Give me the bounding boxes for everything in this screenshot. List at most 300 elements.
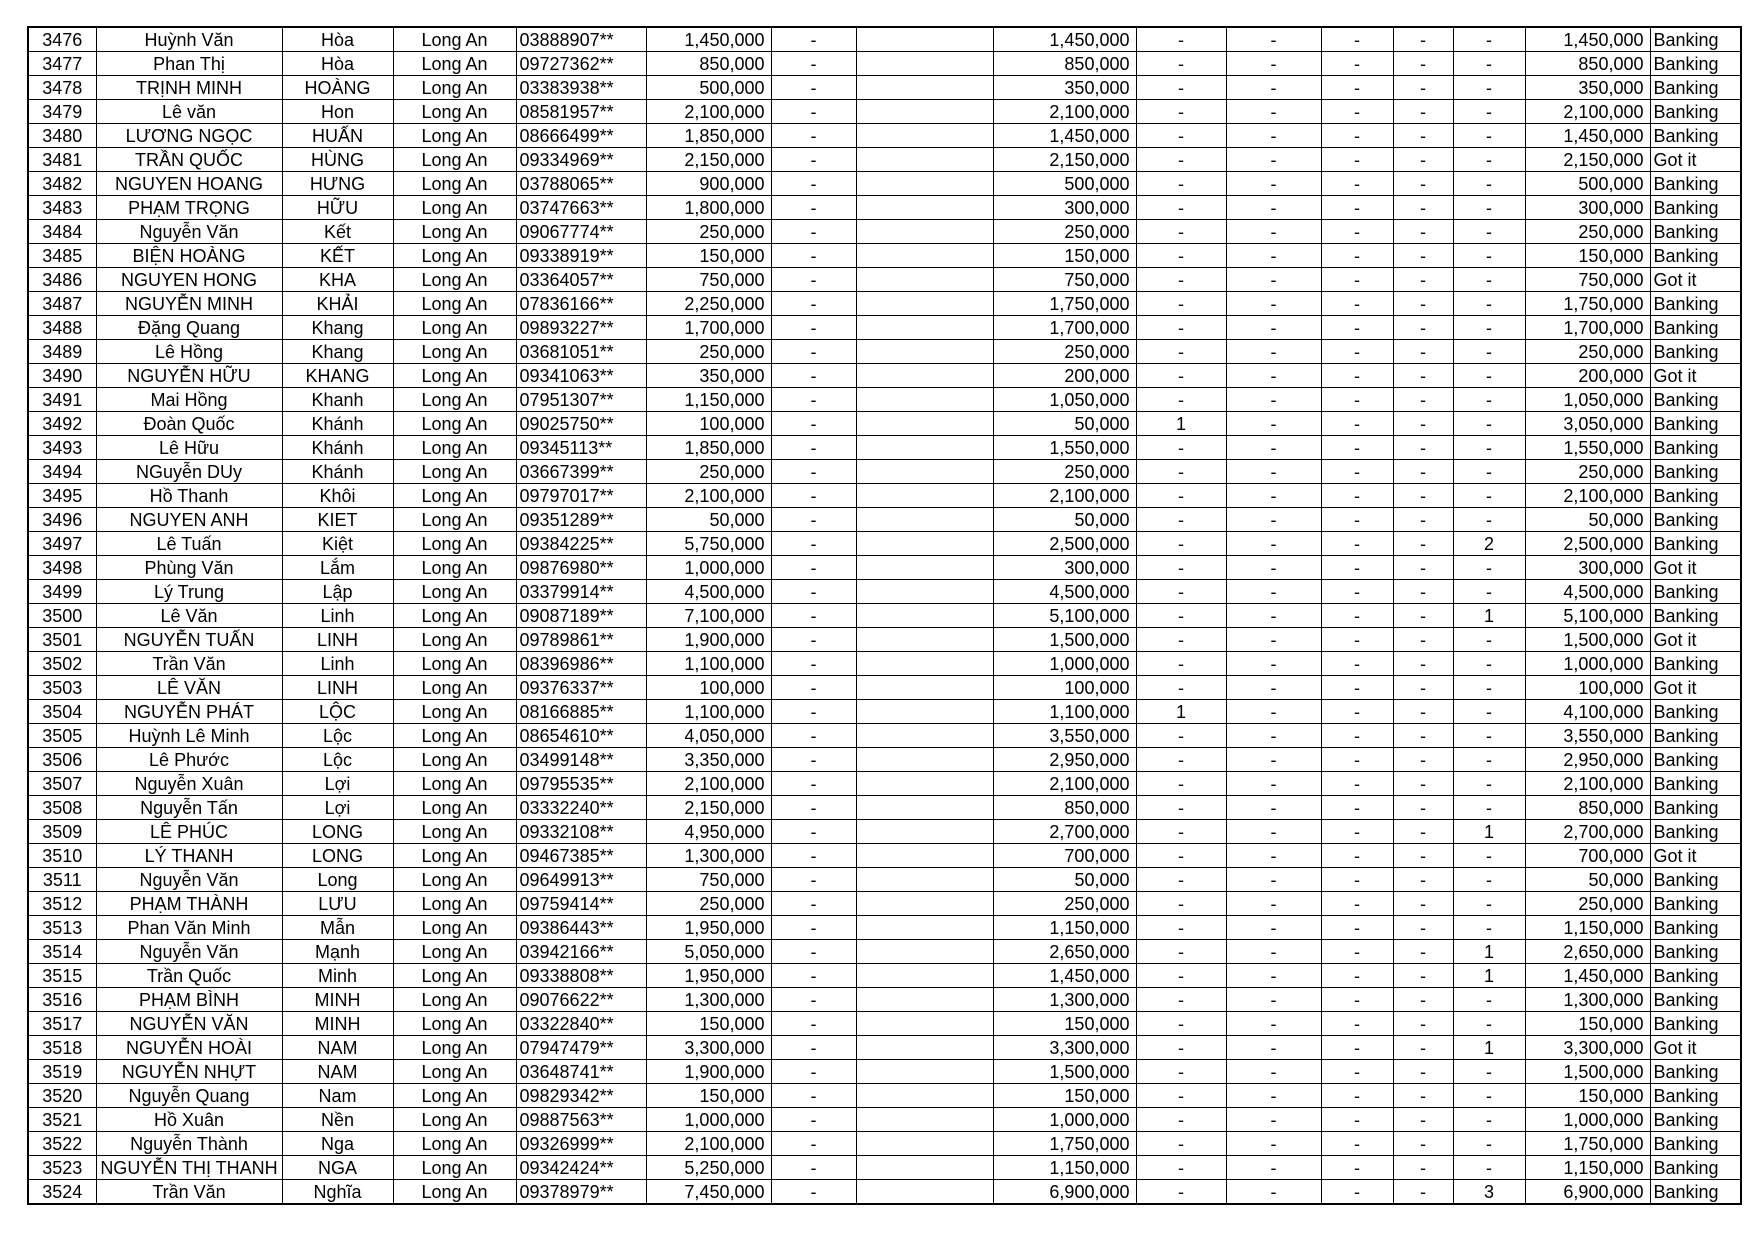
amount-2-cell: 2,100,000 xyxy=(993,772,1136,796)
payment-method-cell: Banking xyxy=(1650,460,1741,484)
amount-2-cell: 4,500,000 xyxy=(993,580,1136,604)
col-dash-1-cell: - xyxy=(771,724,856,748)
col-dash-4-cell: - xyxy=(1393,148,1453,172)
count-2-cell: - xyxy=(1453,1156,1525,1180)
total-amount-cell: 1,000,000 xyxy=(1525,1108,1650,1132)
last-name-cell: HỮU xyxy=(282,196,393,220)
province-cell: Long An xyxy=(393,268,516,292)
col-dash-4-cell: - xyxy=(1393,1156,1453,1180)
count-1-cell: - xyxy=(1136,1132,1226,1156)
count-1-cell: - xyxy=(1136,316,1226,340)
col-dash-4-cell: - xyxy=(1393,364,1453,388)
col-empty-cell xyxy=(856,844,993,868)
col-dash-4-cell: - xyxy=(1393,196,1453,220)
phone-cell: 03681051** xyxy=(516,340,646,364)
col-empty-cell xyxy=(856,508,993,532)
col-empty-cell xyxy=(856,484,993,508)
count-2-cell: - xyxy=(1453,196,1525,220)
total-amount-cell: 1,450,000 xyxy=(1525,124,1650,148)
first-name-cell: PHẠM TRỌNG xyxy=(96,196,282,220)
amount-2-cell: 1,450,000 xyxy=(993,27,1136,52)
total-amount-cell: 100,000 xyxy=(1525,676,1650,700)
col-dash-3-cell: - xyxy=(1321,892,1393,916)
total-amount-cell: 4,100,000 xyxy=(1525,700,1650,724)
first-name-cell: NGUYỄN MINH xyxy=(96,292,282,316)
first-name-cell: LÝ THANH xyxy=(96,844,282,868)
payment-method-cell: Banking xyxy=(1650,388,1741,412)
col-dash-3-cell: - xyxy=(1321,172,1393,196)
first-name-cell: NGUYỄN HOÀI xyxy=(96,1036,282,1060)
amount-1-cell: 1,950,000 xyxy=(646,964,771,988)
col-dash-4-cell: - xyxy=(1393,652,1453,676)
col-dash-4-cell: - xyxy=(1393,508,1453,532)
table-row xyxy=(28,748,1741,772)
count-2-cell: - xyxy=(1453,844,1525,868)
row-number-cell: 3511 xyxy=(28,868,96,892)
first-name-cell: Lê Tuấn xyxy=(96,532,282,556)
first-name-cell: Nguyễn Văn xyxy=(96,940,282,964)
phone-cell: 03788065** xyxy=(516,172,646,196)
table-row xyxy=(28,1036,1741,1060)
province-cell: Long An xyxy=(393,220,516,244)
col-empty-cell xyxy=(856,796,993,820)
payment-method-cell: Banking xyxy=(1650,652,1741,676)
last-name-cell: Khang xyxy=(282,316,393,340)
province-cell: Long An xyxy=(393,1132,516,1156)
col-dash-2-cell: - xyxy=(1226,292,1321,316)
col-dash-4-cell: - xyxy=(1393,940,1453,964)
col-dash-3-cell: - xyxy=(1321,508,1393,532)
count-1-cell: - xyxy=(1136,988,1226,1012)
total-amount-cell: 150,000 xyxy=(1525,244,1650,268)
payment-method-cell: Banking xyxy=(1650,1132,1741,1156)
col-empty-cell xyxy=(856,748,993,772)
total-amount-cell: 3,550,000 xyxy=(1525,724,1650,748)
table-row xyxy=(28,772,1741,796)
row-number-cell: 3521 xyxy=(28,1108,96,1132)
count-2-cell: - xyxy=(1453,412,1525,436)
table-row xyxy=(28,604,1741,628)
col-dash-4-cell: - xyxy=(1393,220,1453,244)
payment-method-cell: Banking xyxy=(1650,508,1741,532)
table-row xyxy=(28,100,1741,124)
total-amount-cell: 1,150,000 xyxy=(1525,916,1650,940)
total-amount-cell: 1,500,000 xyxy=(1525,1060,1650,1084)
col-dash-4-cell: - xyxy=(1393,1180,1453,1205)
count-1-cell: 1 xyxy=(1136,700,1226,724)
phone-cell: 03747663** xyxy=(516,196,646,220)
col-dash-2-cell: - xyxy=(1226,1132,1321,1156)
payment-method-cell: Got it xyxy=(1650,844,1741,868)
col-dash-3-cell: - xyxy=(1321,940,1393,964)
col-dash-3-cell: - xyxy=(1321,748,1393,772)
last-name-cell: Lợi xyxy=(282,796,393,820)
col-dash-2-cell: - xyxy=(1226,652,1321,676)
province-cell: Long An xyxy=(393,508,516,532)
amount-2-cell: 1,750,000 xyxy=(993,1132,1136,1156)
count-1-cell: - xyxy=(1136,628,1226,652)
count-1-cell: - xyxy=(1136,1036,1226,1060)
col-empty-cell xyxy=(856,100,993,124)
province-cell: Long An xyxy=(393,580,516,604)
first-name-cell: Nguyễn Tấn xyxy=(96,796,282,820)
col-dash-4-cell: - xyxy=(1393,292,1453,316)
col-dash-4-cell: - xyxy=(1393,916,1453,940)
count-1-cell: - xyxy=(1136,364,1226,388)
col-empty-cell xyxy=(856,1156,993,1180)
phone-cell: 09345113** xyxy=(516,436,646,460)
phone-cell: 03942166** xyxy=(516,940,646,964)
col-dash-3-cell: - xyxy=(1321,964,1393,988)
col-dash-4-cell: - xyxy=(1393,1108,1453,1132)
province-cell: Long An xyxy=(393,364,516,388)
phone-cell: 09467385** xyxy=(516,844,646,868)
col-dash-4-cell: - xyxy=(1393,436,1453,460)
amount-2-cell: 50,000 xyxy=(993,508,1136,532)
col-dash-1-cell: - xyxy=(771,100,856,124)
col-dash-4-cell: - xyxy=(1393,892,1453,916)
table-row xyxy=(28,388,1741,412)
count-2-cell: - xyxy=(1453,892,1525,916)
count-2-cell: - xyxy=(1453,1132,1525,1156)
total-amount-cell: 250,000 xyxy=(1525,460,1650,484)
payment-method-cell: Got it xyxy=(1650,364,1741,388)
count-2-cell: - xyxy=(1453,748,1525,772)
last-name-cell: Khôi xyxy=(282,484,393,508)
first-name-cell: TRỊNH MINH xyxy=(96,76,282,100)
last-name-cell: Kiệt xyxy=(282,532,393,556)
col-empty-cell xyxy=(856,220,993,244)
table-row xyxy=(28,796,1741,820)
col-dash-2-cell: - xyxy=(1226,1036,1321,1060)
col-dash-1-cell: - xyxy=(771,628,856,652)
amount-2-cell: 1,300,000 xyxy=(993,988,1136,1012)
total-amount-cell: 2,950,000 xyxy=(1525,748,1650,772)
amount-2-cell: 3,300,000 xyxy=(993,1036,1136,1060)
payment-method-cell: Banking xyxy=(1650,772,1741,796)
amount-1-cell: 4,950,000 xyxy=(646,820,771,844)
row-number-cell: 3510 xyxy=(28,844,96,868)
amount-2-cell: 1,150,000 xyxy=(993,1156,1136,1180)
col-dash-4-cell: - xyxy=(1393,796,1453,820)
col-empty-cell xyxy=(856,1108,993,1132)
count-1-cell: - xyxy=(1136,148,1226,172)
col-dash-1-cell: - xyxy=(771,340,856,364)
col-empty-cell xyxy=(856,1132,993,1156)
payment-method-cell: Banking xyxy=(1650,196,1741,220)
col-dash-3-cell: - xyxy=(1321,292,1393,316)
amount-1-cell: 5,250,000 xyxy=(646,1156,771,1180)
province-cell: Long An xyxy=(393,292,516,316)
payment-method-cell: Got it xyxy=(1650,556,1741,580)
phone-cell: 03648741** xyxy=(516,1060,646,1084)
amount-2-cell: 700,000 xyxy=(993,844,1136,868)
col-empty-cell xyxy=(856,436,993,460)
col-dash-4-cell: - xyxy=(1393,388,1453,412)
row-number-cell: 3512 xyxy=(28,892,96,916)
phone-cell: 08666499** xyxy=(516,124,646,148)
table-row xyxy=(28,892,1741,916)
province-cell: Long An xyxy=(393,484,516,508)
total-amount-cell: 200,000 xyxy=(1525,364,1650,388)
count-2-cell: - xyxy=(1453,676,1525,700)
phone-cell: 09342424** xyxy=(516,1156,646,1180)
col-dash-2-cell: - xyxy=(1226,1156,1321,1180)
row-number-cell: 3506 xyxy=(28,748,96,772)
col-dash-4-cell: - xyxy=(1393,268,1453,292)
col-dash-3-cell: - xyxy=(1321,1108,1393,1132)
table-row xyxy=(28,76,1741,100)
count-2-cell: 1 xyxy=(1453,604,1525,628)
province-cell: Long An xyxy=(393,172,516,196)
table-row xyxy=(28,676,1741,700)
count-1-cell: - xyxy=(1136,268,1226,292)
payment-method-cell: Banking xyxy=(1650,484,1741,508)
row-number-cell: 3519 xyxy=(28,1060,96,1084)
col-dash-2-cell: - xyxy=(1226,124,1321,148)
count-2-cell: - xyxy=(1453,796,1525,820)
col-dash-3-cell: - xyxy=(1321,628,1393,652)
payment-method-cell: Banking xyxy=(1650,724,1741,748)
amount-1-cell: 1,900,000 xyxy=(646,628,771,652)
table-row xyxy=(28,172,1741,196)
count-1-cell: - xyxy=(1136,436,1226,460)
province-cell: Long An xyxy=(393,676,516,700)
count-2-cell: 1 xyxy=(1453,1036,1525,1060)
phone-cell: 03379914** xyxy=(516,580,646,604)
col-dash-2-cell: - xyxy=(1226,412,1321,436)
col-dash-3-cell: - xyxy=(1321,868,1393,892)
count-1-cell: - xyxy=(1136,1108,1226,1132)
table-row xyxy=(28,964,1741,988)
col-dash-4-cell: - xyxy=(1393,100,1453,124)
count-2-cell: 1 xyxy=(1453,820,1525,844)
table-row xyxy=(28,244,1741,268)
count-2-cell: - xyxy=(1453,652,1525,676)
total-amount-cell: 850,000 xyxy=(1525,52,1650,76)
col-dash-2-cell: - xyxy=(1226,388,1321,412)
col-dash-4-cell: - xyxy=(1393,748,1453,772)
province-cell: Long An xyxy=(393,1012,516,1036)
amount-1-cell: 2,250,000 xyxy=(646,292,771,316)
amount-2-cell: 350,000 xyxy=(993,76,1136,100)
last-name-cell: Khanh xyxy=(282,388,393,412)
first-name-cell: Đoàn Quốc xyxy=(96,412,282,436)
col-dash-4-cell: - xyxy=(1393,676,1453,700)
amount-2-cell: 1,500,000 xyxy=(993,628,1136,652)
col-dash-4-cell: - xyxy=(1393,868,1453,892)
col-dash-2-cell: - xyxy=(1226,532,1321,556)
last-name-cell: Nam xyxy=(282,1084,393,1108)
payment-method-cell: Banking xyxy=(1650,220,1741,244)
row-number-cell: 3501 xyxy=(28,628,96,652)
amount-1-cell: 7,450,000 xyxy=(646,1180,771,1205)
first-name-cell: Lý Trung xyxy=(96,580,282,604)
last-name-cell: HUẤN xyxy=(282,124,393,148)
amount-2-cell: 500,000 xyxy=(993,172,1136,196)
province-cell: Long An xyxy=(393,1036,516,1060)
total-amount-cell: 1,300,000 xyxy=(1525,988,1650,1012)
count-1-cell: - xyxy=(1136,964,1226,988)
payment-method-cell: Banking xyxy=(1650,172,1741,196)
province-cell: Long An xyxy=(393,916,516,940)
total-amount-cell: 2,100,000 xyxy=(1525,772,1650,796)
phone-cell: 08654610** xyxy=(516,724,646,748)
amount-1-cell: 2,100,000 xyxy=(646,772,771,796)
amount-2-cell: 250,000 xyxy=(993,460,1136,484)
amount-2-cell: 150,000 xyxy=(993,244,1136,268)
col-empty-cell xyxy=(856,820,993,844)
province-cell: Long An xyxy=(393,700,516,724)
province-cell: Long An xyxy=(393,820,516,844)
col-dash-1-cell: - xyxy=(771,1036,856,1060)
amount-2-cell: 200,000 xyxy=(993,364,1136,388)
phone-cell: 09351289** xyxy=(516,508,646,532)
count-1-cell: - xyxy=(1136,724,1226,748)
col-dash-3-cell: - xyxy=(1321,388,1393,412)
count-1-cell: - xyxy=(1136,652,1226,676)
col-dash-3-cell: - xyxy=(1321,52,1393,76)
amount-1-cell: 1,800,000 xyxy=(646,196,771,220)
first-name-cell: Lê Văn xyxy=(96,604,282,628)
first-name-cell: Huỳnh Văn xyxy=(96,27,282,52)
last-name-cell: Long xyxy=(282,868,393,892)
count-1-cell: - xyxy=(1136,172,1226,196)
last-name-cell: KHANG xyxy=(282,364,393,388)
table-row xyxy=(28,484,1741,508)
count-2-cell: - xyxy=(1453,244,1525,268)
col-dash-2-cell: - xyxy=(1226,244,1321,268)
total-amount-cell: 2,500,000 xyxy=(1525,532,1650,556)
table-row xyxy=(28,316,1741,340)
col-empty-cell xyxy=(856,52,993,76)
col-dash-3-cell: - xyxy=(1321,532,1393,556)
payment-method-cell: Banking xyxy=(1650,820,1741,844)
col-dash-2-cell: - xyxy=(1226,484,1321,508)
col-dash-1-cell: - xyxy=(771,988,856,1012)
count-1-cell: - xyxy=(1136,940,1226,964)
col-dash-2-cell: - xyxy=(1226,1108,1321,1132)
province-cell: Long An xyxy=(393,388,516,412)
phone-cell: 08396986** xyxy=(516,652,646,676)
col-dash-3-cell: - xyxy=(1321,724,1393,748)
amount-1-cell: 2,150,000 xyxy=(646,796,771,820)
row-number-cell: 3482 xyxy=(28,172,96,196)
province-cell: Long An xyxy=(393,196,516,220)
col-dash-4-cell: - xyxy=(1393,1084,1453,1108)
table-body xyxy=(28,27,1741,1204)
first-name-cell: NGUYỄN HỮU xyxy=(96,364,282,388)
row-number-cell: 3507 xyxy=(28,772,96,796)
col-dash-4-cell: - xyxy=(1393,700,1453,724)
last-name-cell: KHẢI xyxy=(282,292,393,316)
last-name-cell: NAM xyxy=(282,1060,393,1084)
col-dash-2-cell: - xyxy=(1226,1012,1321,1036)
first-name-cell: LƯƠNG NGỌC xyxy=(96,124,282,148)
count-1-cell: - xyxy=(1136,484,1226,508)
last-name-cell: MINH xyxy=(282,1012,393,1036)
first-name-cell: Nguyễn Thành xyxy=(96,1132,282,1156)
count-1-cell: - xyxy=(1136,580,1226,604)
payment-method-cell: Banking xyxy=(1650,796,1741,820)
amount-1-cell: 1,100,000 xyxy=(646,652,771,676)
count-1-cell: - xyxy=(1136,52,1226,76)
amount-2-cell: 1,150,000 xyxy=(993,916,1136,940)
row-number-cell: 3513 xyxy=(28,916,96,940)
phone-cell: 08581957** xyxy=(516,100,646,124)
col-empty-cell xyxy=(856,1036,993,1060)
province-cell: Long An xyxy=(393,628,516,652)
count-2-cell: - xyxy=(1453,292,1525,316)
phone-cell: 09887563** xyxy=(516,1108,646,1132)
province-cell: Long An xyxy=(393,532,516,556)
col-dash-4-cell: - xyxy=(1393,604,1453,628)
count-1-cell: - xyxy=(1136,508,1226,532)
col-dash-2-cell: - xyxy=(1226,460,1321,484)
count-2-cell: - xyxy=(1453,316,1525,340)
first-name-cell: Lê Hồng xyxy=(96,340,282,364)
first-name-cell: NGUYEN HOANG xyxy=(96,172,282,196)
col-empty-cell xyxy=(856,244,993,268)
count-1-cell: - xyxy=(1136,604,1226,628)
last-name-cell: LINH xyxy=(282,628,393,652)
total-amount-cell: 150,000 xyxy=(1525,1084,1650,1108)
payment-method-cell: Banking xyxy=(1650,436,1741,460)
amount-1-cell: 250,000 xyxy=(646,892,771,916)
col-dash-1-cell: - xyxy=(771,700,856,724)
last-name-cell: Nghĩa xyxy=(282,1180,393,1205)
last-name-cell: Hòa xyxy=(282,52,393,76)
col-empty-cell xyxy=(856,124,993,148)
table-row xyxy=(28,940,1741,964)
row-number-cell: 3509 xyxy=(28,820,96,844)
amount-2-cell: 1,700,000 xyxy=(993,316,1136,340)
province-cell: Long An xyxy=(393,1180,516,1205)
col-empty-cell xyxy=(856,268,993,292)
first-name-cell: NGUYỄN NHỰT xyxy=(96,1060,282,1084)
col-empty-cell xyxy=(856,556,993,580)
total-amount-cell: 2,700,000 xyxy=(1525,820,1650,844)
last-name-cell: LINH xyxy=(282,676,393,700)
count-1-cell: - xyxy=(1136,1084,1226,1108)
count-2-cell: 1 xyxy=(1453,940,1525,964)
row-number-cell: 3497 xyxy=(28,532,96,556)
last-name-cell: Khang xyxy=(282,340,393,364)
col-dash-4-cell: - xyxy=(1393,1012,1453,1036)
row-number-cell: 3522 xyxy=(28,1132,96,1156)
total-amount-cell: 3,050,000 xyxy=(1525,412,1650,436)
row-number-cell: 3503 xyxy=(28,676,96,700)
col-dash-1-cell: - xyxy=(771,52,856,76)
row-number-cell: 3515 xyxy=(28,964,96,988)
col-dash-1-cell: - xyxy=(771,76,856,100)
payment-method-cell: Banking xyxy=(1650,604,1741,628)
col-dash-2-cell: - xyxy=(1226,940,1321,964)
province-cell: Long An xyxy=(393,412,516,436)
count-1-cell: - xyxy=(1136,748,1226,772)
col-dash-2-cell: - xyxy=(1226,580,1321,604)
col-dash-1-cell: - xyxy=(771,1084,856,1108)
phone-cell: 09727362** xyxy=(516,52,646,76)
total-amount-cell: 350,000 xyxy=(1525,76,1650,100)
data-table xyxy=(27,26,1742,1205)
province-cell: Long An xyxy=(393,1108,516,1132)
payment-method-cell: Banking xyxy=(1650,1084,1741,1108)
payment-method-cell: Banking xyxy=(1650,916,1741,940)
col-empty-cell xyxy=(856,892,993,916)
row-number-cell: 3478 xyxy=(28,76,96,100)
total-amount-cell: 250,000 xyxy=(1525,220,1650,244)
